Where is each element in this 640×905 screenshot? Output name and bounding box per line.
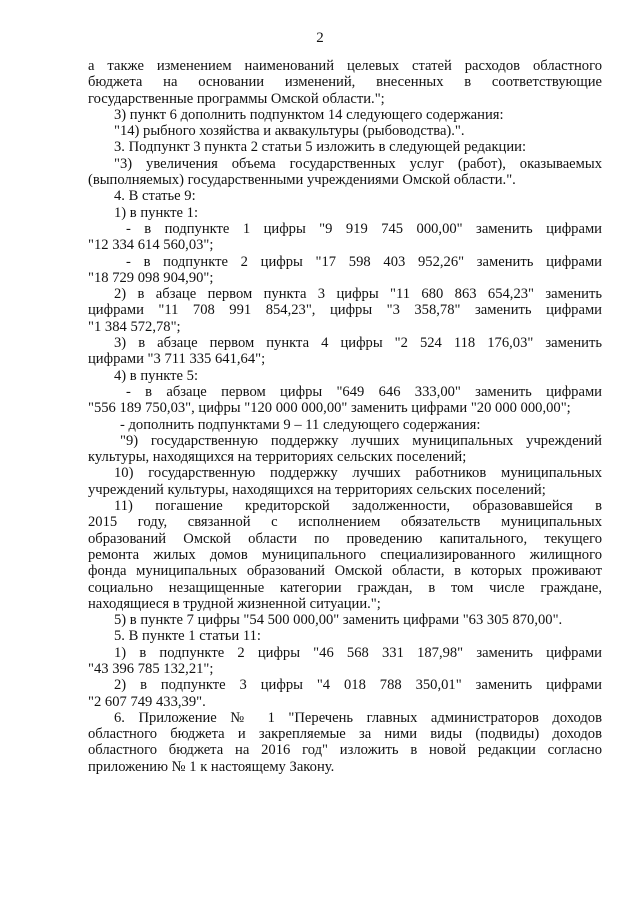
- text-line: 3. Подпункт 3 пункта 2 статьи 5 изложить в следующей редакции:: [114, 139, 527, 156]
- text-line: "43 396 785 132,21";: [88, 660, 214, 677]
- text-line: 4. В статье 9:: [114, 188, 196, 205]
- text-line: "14) рыбного хозяйства и аквакультуры (рыбоводства).".: [114, 123, 465, 140]
- text-line: 2015 году, связанной с исполнением обязательств муниципальных: [88, 514, 602, 531]
- text-line: 3) пункт 6 дополнить подпунктом 14 следующего содержания:: [114, 106, 504, 123]
- text-line: "18 729 098 904,90";: [88, 269, 214, 286]
- text-line: а также изменением наименований целевых статей расходов областного: [88, 58, 602, 74]
- text-line: бюджета на основании изменений, внесенных в соответствующие: [88, 74, 602, 91]
- text-line: "1 384 572,78";: [88, 318, 181, 335]
- text-line: "9) государственную поддержку лучших муниципальных учреждений: [120, 432, 602, 449]
- text-line: 5. В пункте 1 статьи 11:: [114, 628, 261, 645]
- law-text-body: [88, 58, 602, 775]
- text-line: 10) государственную поддержку лучших работников муниципальных: [114, 465, 602, 482]
- text-line: 5) в пункте 7 цифры "54 500 000,00" заменить цифрами "63 305 870,00".: [114, 612, 563, 629]
- text-line: 2) в подпункте 3 цифры "4 018 788 350,01" заменить цифрами: [114, 677, 602, 694]
- text-line: - дополнить подпунктами 9 – 11 следующего содержания:: [120, 416, 481, 433]
- text-line: цифрами "3 711 335 641,64";: [88, 351, 266, 368]
- text-line: областного бюджета на 2016 год" изложить в новой редакции согласно: [88, 742, 602, 759]
- text-line: ремонта жилых домов муниципального специализированного жилищного: [88, 546, 602, 563]
- text-line: образований Омской области по проведению капитального, текущего: [88, 530, 602, 547]
- text-line: 11) погашение кредиторской задолженности, образовавшейся в: [114, 498, 602, 515]
- text-line: - в подпункте 2 цифры "17 598 403 952,26" заменить цифрами: [126, 253, 602, 270]
- text-line: "556 189 750,03", цифры "120 000 000,00" заменить цифрами "20 000 000,00";: [88, 400, 571, 417]
- text-line: культуры, находящихся на территориях сельских поселений;: [88, 449, 467, 466]
- text-line: государственные программы Омской области.";: [88, 90, 385, 107]
- text-line: 1) в пункте 1:: [114, 204, 199, 221]
- text-line: учреждений культуры, находящихся на территориях сельских поселений;: [88, 481, 546, 498]
- text-line: 4) в пункте 5:: [114, 367, 199, 384]
- text-line: 6. Приложение № 1 "Перечень главных администраторов доходов: [114, 709, 602, 726]
- page-number: 2: [316, 30, 324, 46]
- text-line: 1) в подпункте 2 цифры "46 568 331 187,98" заменить цифрами: [114, 644, 602, 661]
- text-line: фонда муниципальных образований Омской области, в которых проживают: [88, 563, 602, 580]
- text-line: приложению № 1 к настоящему Закону.: [88, 758, 335, 775]
- text-line: - в подпункте 1 цифры "9 919 745 000,00" заменить цифрами: [126, 220, 602, 237]
- text-line: областного бюджета и закрепляемые за ними виды (подвиды) доходов: [88, 726, 602, 743]
- text-line: находящиеся в трудной жизненной ситуации.";: [88, 595, 381, 612]
- text-line: (выполняемых) государственными учреждениями Омской области.".: [88, 172, 516, 189]
- text-line: социально незащищенные категории граждан, в том числе граждане,: [88, 579, 602, 596]
- text-line: 2) в абзаце первом пункта 3 цифры "11 680 863 654,23" заменить: [114, 286, 602, 303]
- text-line: цифрами "11 708 991 854,23", цифры "3 358,78" заменить цифрами: [88, 302, 602, 319]
- text-line: "12 334 614 560,03";: [88, 237, 214, 254]
- text-line: "2 607 749 433,39".: [88, 693, 206, 710]
- text-line: 3) в абзаце первом пункта 4 цифры "2 524 118 176,03" заменить: [114, 335, 602, 352]
- text-line: - в абзаце первом цифры "649 646 333,00" заменить цифрами: [126, 383, 602, 400]
- text-line: "3) увеличения объема государственных услуг (работ), оказываемых: [114, 155, 602, 172]
